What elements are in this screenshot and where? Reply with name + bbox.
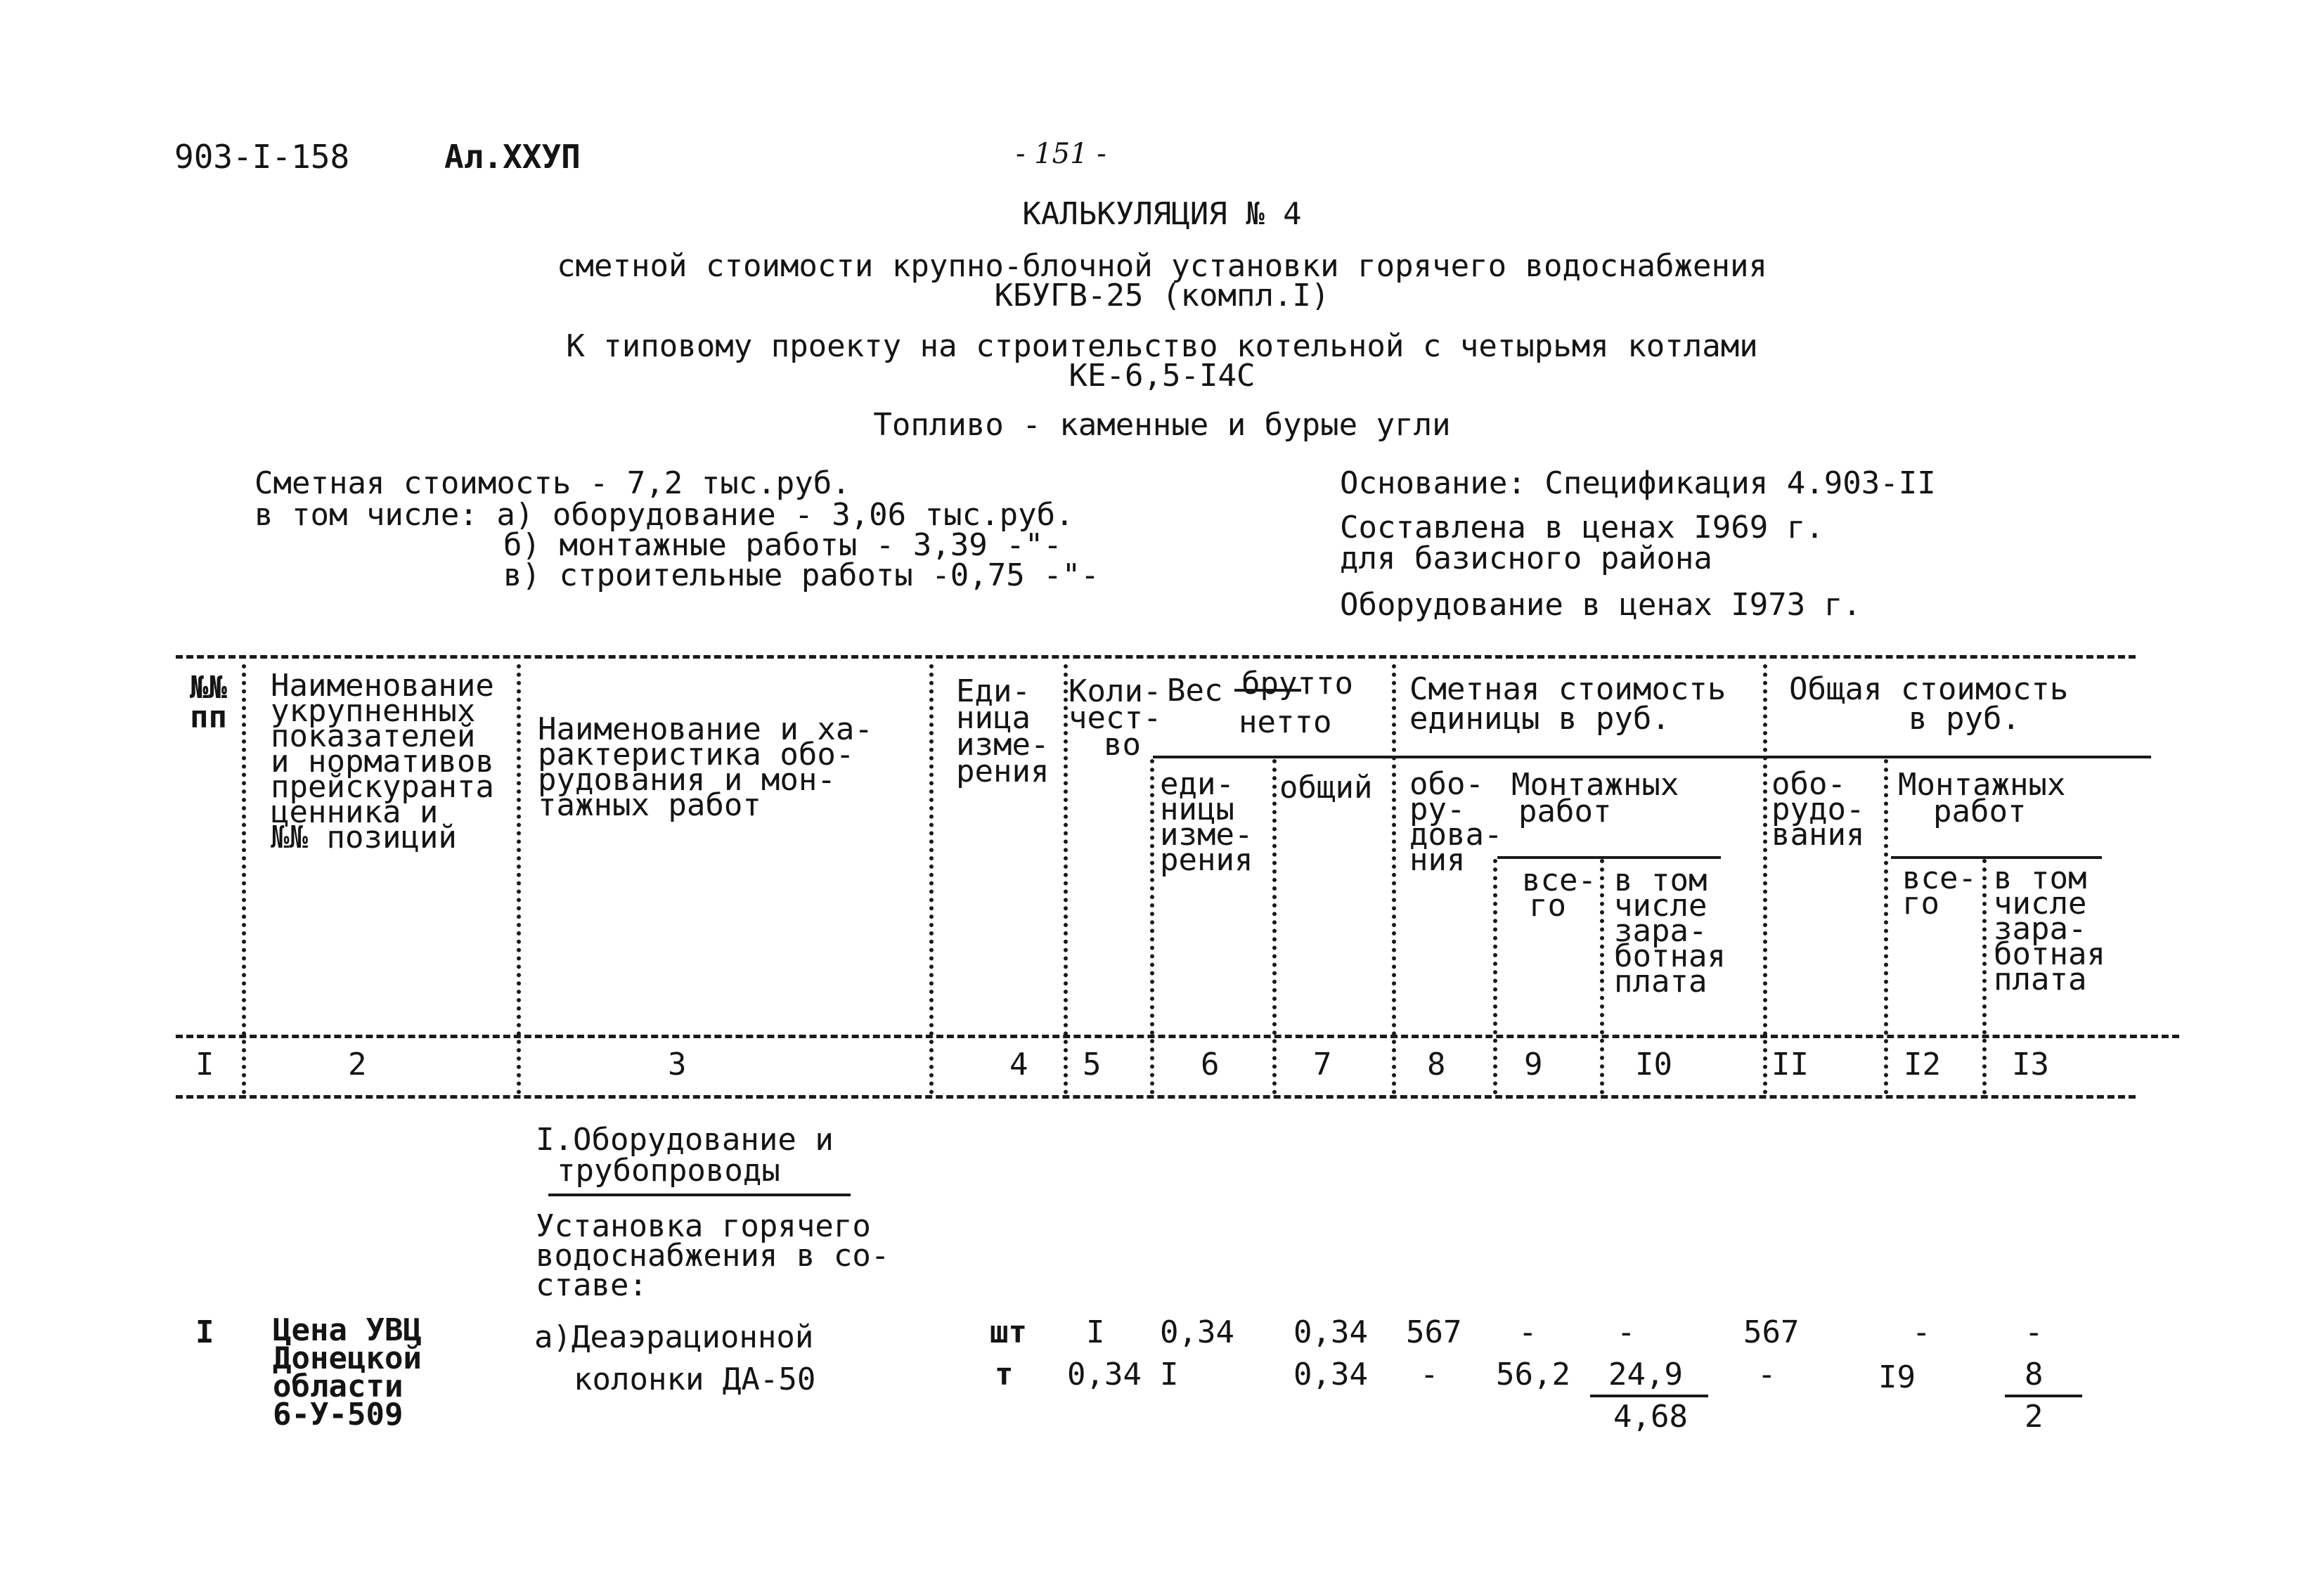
total-cost-header: Общая стоимость в руб.	[1789, 671, 2069, 737]
r2-mt-wage-den: 2	[2025, 1399, 2044, 1435]
summary-total: Сметная стоимость - 7,2 тыс.руб.	[254, 465, 851, 501]
mont-total-rule	[1891, 856, 2102, 859]
group-title: Установка горячего водоснабжения в со- ставе:	[536, 1208, 890, 1303]
colnum-9: 9	[1524, 1047, 1543, 1082]
title-line-4: КЕ-6,5-I4С	[1069, 358, 1255, 394]
colnum-3: 3	[668, 1047, 687, 1082]
title-line-1: сметной стоимости крупно-блочной установки горячего водоснабжения	[557, 248, 1767, 284]
header-bottom-rule	[176, 1035, 2179, 1038]
r1-unit: шт	[990, 1314, 1027, 1350]
r1-equip-total: 567	[1743, 1314, 1800, 1350]
colnum-1: I	[195, 1047, 214, 1082]
title-line-2: КБУГВ-25 (компл.I)	[994, 278, 1330, 313]
r2-mont-wage-num: 24,9	[1608, 1357, 1683, 1392]
mont-total-header: Монтажных работ	[1898, 767, 2066, 829]
r2-mont-wage-den: 4,68	[1613, 1399, 1688, 1435]
col13-header: в том числе зара- ботная плата	[1994, 860, 2105, 997]
row-number: I	[195, 1314, 214, 1350]
r2-mt-wage-num: 8	[2025, 1357, 2044, 1392]
r2-weight-total: 0,34	[1293, 1357, 1368, 1392]
col12-header: все- го	[1902, 860, 1977, 921]
colnum-5: 5	[1083, 1047, 1102, 1082]
col-numbers-rule	[176, 1095, 2136, 1099]
table-top-rule	[176, 655, 2136, 659]
col7-header: общий	[1279, 770, 1373, 806]
col1-header: №№ пп	[190, 670, 227, 735]
r2-qty: 0,34	[1067, 1357, 1142, 1392]
r1-qty: I	[1086, 1314, 1105, 1350]
row-source: Цена УВЦ Донецкой области 6-У-509	[273, 1312, 422, 1433]
summary-construction: в) строительные работы -0,75 -"-	[503, 557, 1099, 593]
weight-header: Вес	[1167, 673, 1223, 709]
netto-header: нетто	[1239, 704, 1332, 740]
header-mid-rule	[1153, 756, 2151, 758]
colnum-12: I2	[1904, 1047, 1941, 1082]
colnum-10: I0	[1635, 1047, 1672, 1082]
mont-unit-rule	[1497, 856, 1721, 859]
summary-basis: Основание: Спецификация 4.903-II	[1340, 465, 1936, 501]
col10-header: в том числе зара- ботная плата	[1614, 862, 1726, 1000]
colnum-4: 4	[1009, 1047, 1028, 1082]
col2-header: Наименование укрупненных показателей и нормативов прейскуранта ценника и №№ позиций	[271, 668, 494, 855]
col9-header: все- го	[1522, 862, 1596, 924]
title-line-3: К типовому проекту на строительство котельной с четырьмя котлами	[566, 328, 1758, 364]
page-number: - 151 -	[1016, 138, 1106, 170]
doc-code: 903-I-158	[174, 138, 350, 176]
col4-header: Еди- ница изме- рения	[956, 673, 1050, 789]
col3-header: Наименование и ха- рактеристика обо- рудования и мон- тажных работ	[538, 711, 873, 823]
col11-header: обо- рудо- вания	[1771, 766, 1865, 853]
r2-equip-unit: -	[1420, 1357, 1439, 1392]
r2-mt-wage-fraction-bar	[2005, 1395, 2082, 1397]
row-name: а)Деаэрационной колонки ДА-50	[534, 1319, 816, 1397]
summary-installation: б) монтажные работы - 3,39 -"-	[503, 527, 1062, 563]
summary-prices-1969: Составлена в ценах I969 г.	[1340, 510, 1824, 545]
colnum-6: 6	[1201, 1047, 1220, 1082]
r1-weight-total: 0,34	[1293, 1314, 1368, 1350]
r2-unit: т	[995, 1357, 1014, 1392]
summary-region: для базисного района	[1340, 541, 1712, 576]
col5-header: Коли- чест- во	[1069, 673, 1162, 763]
section-title: I.Оборудование и трубопроводы	[536, 1122, 834, 1189]
calc-title: КАЛЬКУЛЯЦИЯ № 4	[1022, 196, 1302, 232]
col8-header: обо- ру- дова- ния	[1409, 766, 1503, 878]
r1-mont-wage: -	[1617, 1314, 1636, 1350]
colnum-8: 8	[1427, 1047, 1446, 1082]
r2-equip-total: -	[1757, 1357, 1776, 1392]
colnum-2: 2	[348, 1047, 367, 1082]
r1-weight-unit: 0,34	[1160, 1314, 1234, 1350]
brutto-header: брутто	[1241, 666, 1353, 701]
r1-mt-all: -	[1912, 1314, 1931, 1350]
colnum-13: I3	[2012, 1047, 2049, 1082]
unit-cost-header: Сметная стоимость единицы в руб.	[1409, 671, 1726, 737]
colnum-7: 7	[1313, 1047, 1332, 1082]
r2-mt-all: I9	[1878, 1359, 1916, 1395]
r1-mt-wage: -	[2025, 1314, 2044, 1350]
r1-equip-unit: 567	[1406, 1314, 1462, 1350]
r2-weight-unit: I	[1160, 1357, 1179, 1392]
summary-equipment: в том числе: а) оборудование - 3,06 тыс.руб.	[254, 497, 1074, 533]
col6-header: еди- ницы изме- рения	[1160, 766, 1253, 878]
colnum-11: II	[1771, 1047, 1809, 1082]
section-underline	[548, 1194, 851, 1196]
r2-mont-all: 56,2	[1496, 1357, 1570, 1392]
title-line-5: Топливо - каменные и бурые угли	[873, 407, 1451, 443]
mont-unit-header: Монтажных работ	[1511, 767, 1679, 829]
summary-equip-1973: Оборудование в ценах I973 г.	[1340, 587, 1861, 623]
r1-mont-all: -	[1518, 1314, 1537, 1350]
r2-mont-wage-fraction-bar	[1590, 1395, 1708, 1397]
album-number: Ал.ХХУП	[444, 138, 581, 176]
